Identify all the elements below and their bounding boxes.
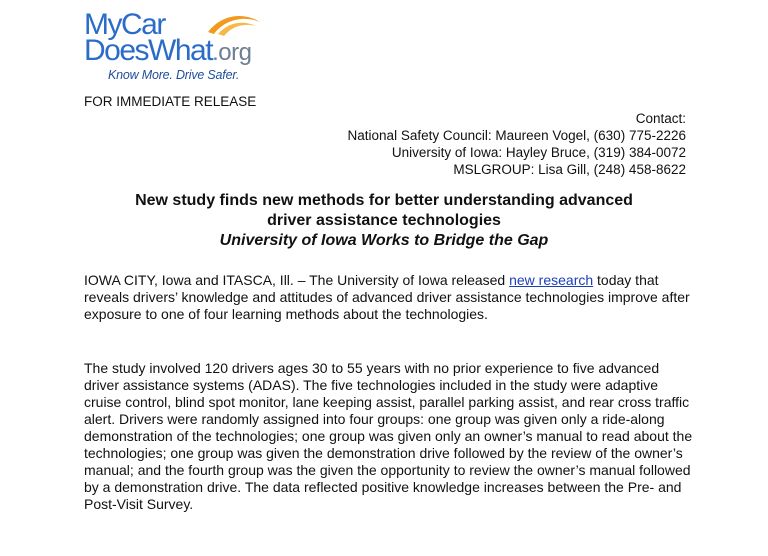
headline-title-line: New study finds new methods for better understanding advanced (135, 192, 633, 209)
contact-block (348, 110, 686, 178)
contact-line: MSLGROUP: Lisa Gill, (248) 458-8622 (453, 162, 686, 177)
contact-line: University of Iowa: Hayley Bruce, (319) 384-0072 (391, 145, 686, 160)
logo-text-mycar: MyCar (84, 8, 165, 41)
contact-label: Contact: (635, 111, 686, 126)
new-research-link[interactable]: new research (509, 272, 594, 288)
logo-text-org: .org (212, 39, 252, 66)
headline-title-line: driver assistance technologies (267, 212, 501, 229)
paragraph-study: The study involved 120 drivers ages 30 to 55 years with no prior experience to five advanced driver assistance systems (ADAS). The five technologies included in the study were adaptive cruise control, blind spot monitor, lane keeping assist, parallel parking assist, and rear cross traffic alert. Drivers were randomly assigned into four groups: one group was given only a ride-along demonstration of the technologies; one group was given only an owner’s manual to read about the technologies; one group was given the demonstration drive followed by the review of the owner’s manual; and the fourth group was the given the opportunity to review the owner’s manual followed by a demonstration drive. The data reflected positive knowledge increases between the Pre- and Post-Visit Survey. (84, 360, 693, 512)
paragraph-intro (84, 272, 694, 323)
logo-text-doeswhat-main: DoesWhat (84, 34, 213, 67)
intro-text-after-link: today that reveals drivers’ knowledge and attitudes of advanced driver assistance technologies improve after exposure to one of four learning methods about the technologies. (84, 272, 690, 322)
logo-text-doeswhat (84, 36, 251, 66)
intro-text-before-link: IOWA CITY, Iowa and ITASCA, Ill. – The University of Iowa released (84, 272, 510, 288)
logo-tagline: Know More. Drive Safer. (108, 68, 240, 82)
headline-subtitle: University of Iowa Works to Bridge the Gap (219, 232, 549, 249)
headline (60, 191, 708, 251)
site-logo (84, 10, 284, 80)
contact-line: National Safety Council: Maureen Vogel, (630) 775-2226 (347, 128, 686, 143)
release-line: FOR IMMEDIATE RELEASE (84, 94, 257, 109)
